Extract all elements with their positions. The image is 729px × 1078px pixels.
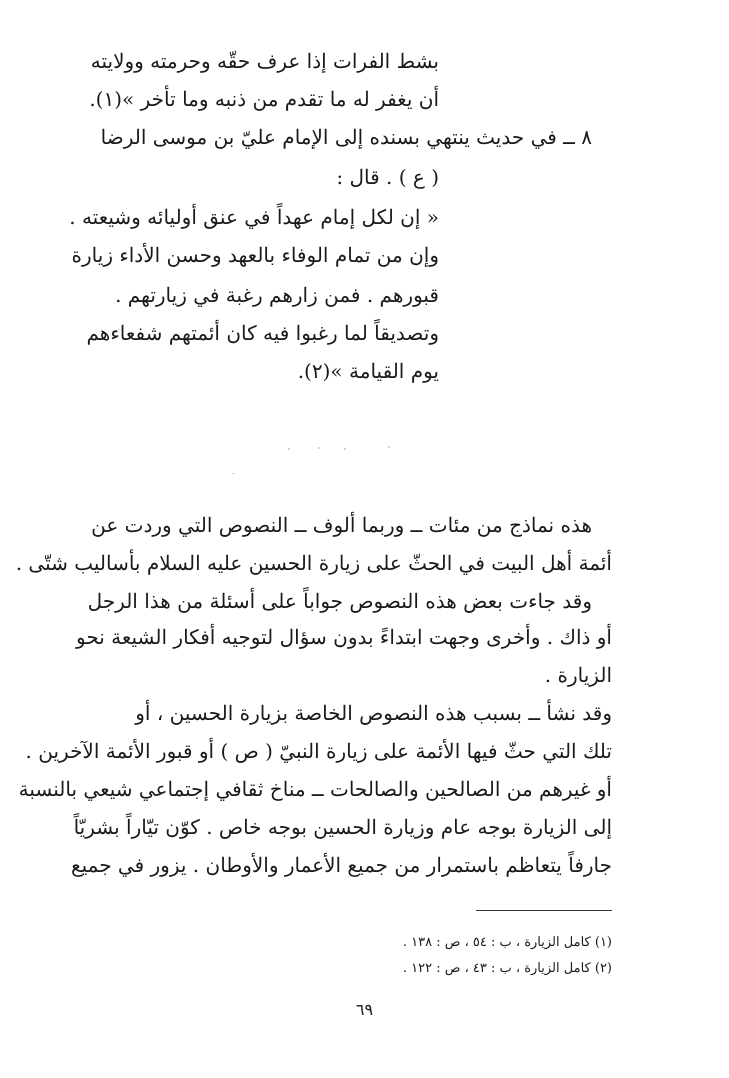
quote-line: أن يغفر له ما تقدم من ذنبه وما تأخر »(١). <box>89 87 439 111</box>
body-line: جارفاً يتعاظم باستمرار من جميع الأعمار والأوطان . يزور في جميع <box>70 853 612 877</box>
quote-line: وتصديقاً لما رغبوا فيه كان أئمتهم شفعاءهم <box>86 321 439 345</box>
body-line: أو غيرهم من الصالحين والصالحات ــ مناخ ثقافي إجتماعي شيعي بالنسبة <box>18 777 612 801</box>
body-line: أو ذاك . وأخرى وجهت ابتداءً بدون سؤال لتوجيه أفكار الشيعة نحو <box>75 625 612 649</box>
body-line: وقد نشأ ــ بسبب هذه النصوص الخاصة بزيارة الحسين ، أو <box>135 701 612 725</box>
footnote: (٢) كامل الزيارة ، ب : ٤٣ ، ص : ١٢٢ . <box>402 961 612 976</box>
quote-line: ( ع ) . قال : <box>336 165 439 189</box>
body-line: الزيارة . <box>544 663 612 687</box>
body-line: تلك التي حثّ فيها الأئمة على زيارة النبيّ ( ص ) أو قبور الأئمة الآخرين . <box>25 739 612 763</box>
scan-speck <box>232 473 235 474</box>
scan-specks <box>280 440 420 454</box>
body-line: هذه نماذج من مئات ــ وربما ألوف ــ النصوص التي وردت عن <box>91 513 592 537</box>
quote-line: « إن لكل إمام عهداً في عنق أوليائه وشيعته . <box>69 205 439 229</box>
footnote-separator <box>476 910 612 911</box>
body-line: إلى الزيارة بوجه عام وزيارة الحسين بوجه خاص . كوّن تيّاراً بشريّاً <box>73 815 612 839</box>
hadith-heading-line: ٨ ــ في حديث ينتهي بسنده إلى الإمام عليّ بن موسى الرضا <box>100 125 592 149</box>
body-line: وقد جاءت بعض هذه النصوص جواباً على أسئلة من هذا الرجل <box>87 589 592 613</box>
quote-line: بشط الفرات إذا عرف حقّه وحرمته وولايته <box>90 49 439 73</box>
body-line: أئمة أهل البيت في الحثّ على زيارة الحسين عليه السلام بأساليب شتّى . <box>15 551 612 575</box>
quote-line: قبورهم . فمن زارهم رغبة في زيارتهم . <box>115 283 439 307</box>
page-number: ٦٩ <box>355 1000 374 1019</box>
quote-line: وإن من تمام الوفاء بالعهد وحسن الأداء زيارة <box>71 243 439 267</box>
quote-line: يوم القيامة »(٢). <box>297 359 439 383</box>
footnote: (١) كامل الزيارة ، ب : ٥٤ ، ص : ١٣٨ . <box>402 935 612 950</box>
